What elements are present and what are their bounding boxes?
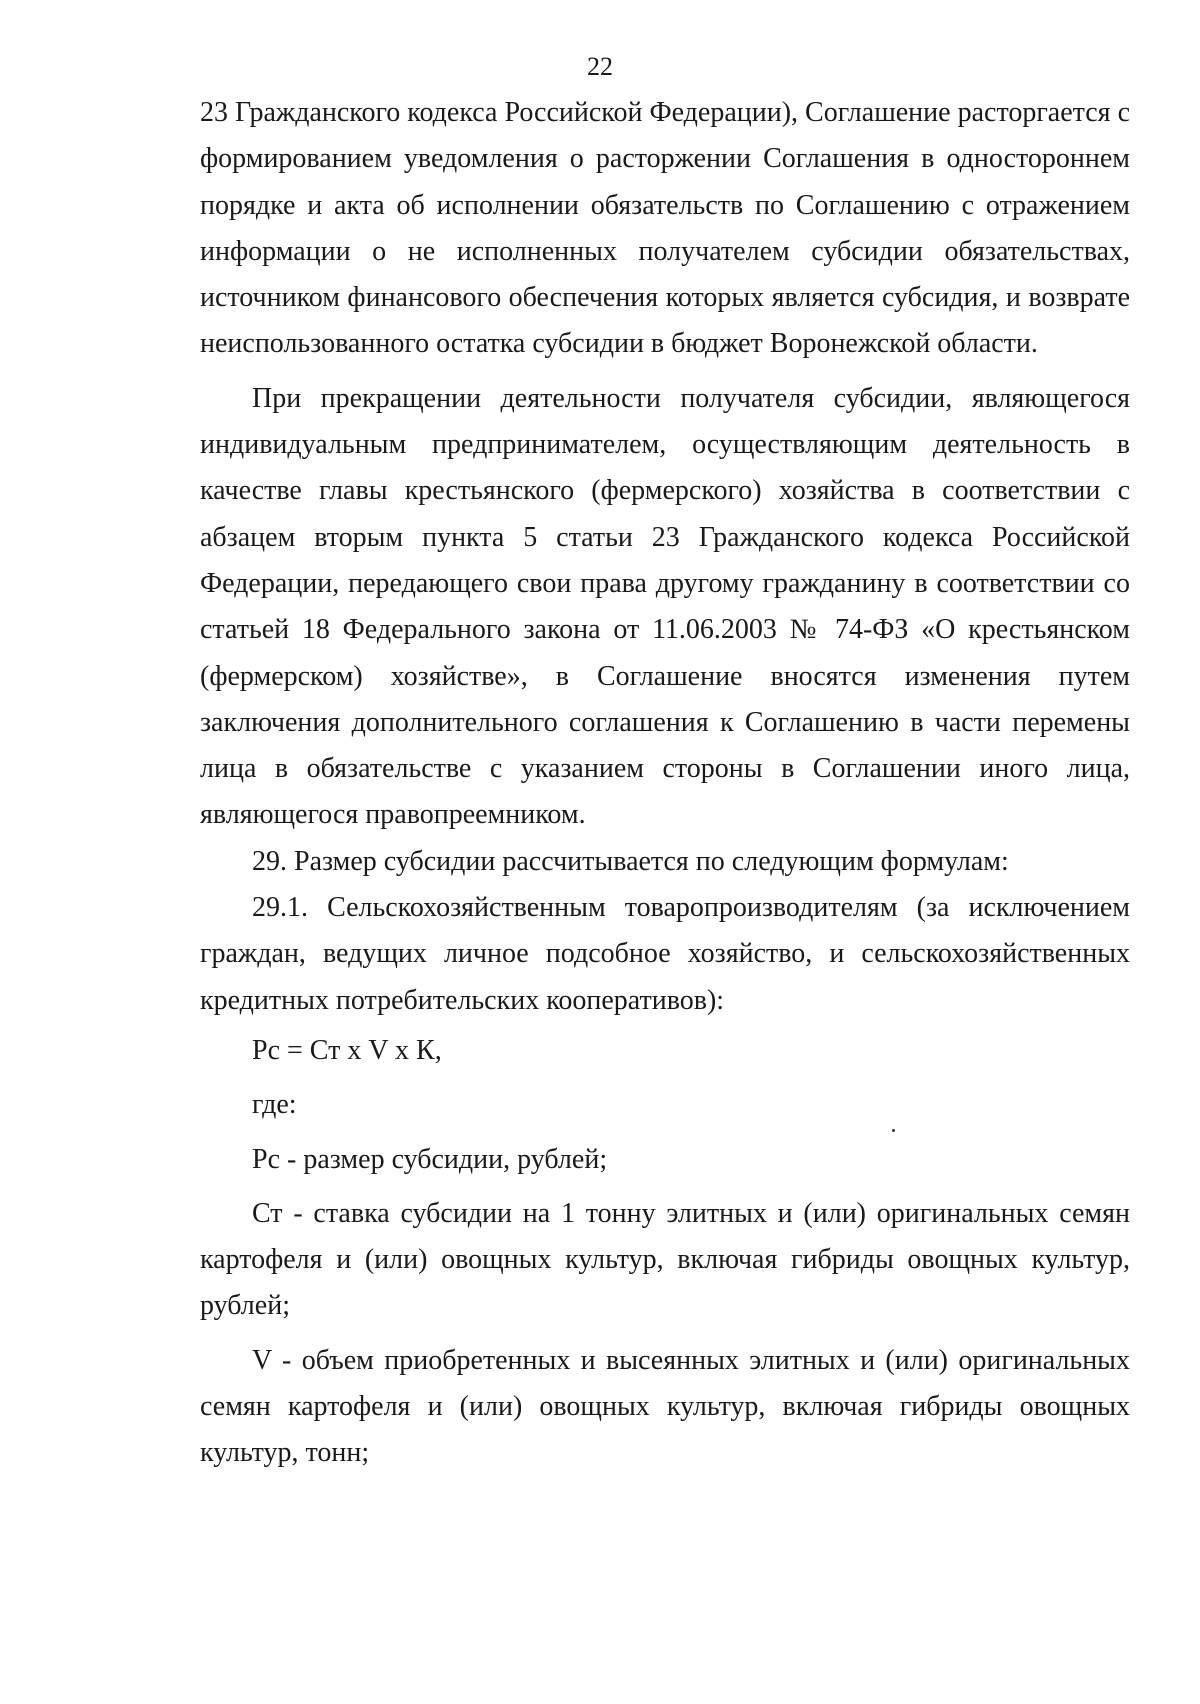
formula-where-label: где:	[252, 1089, 297, 1121]
page-number: 22	[587, 52, 613, 81]
paragraph-cessation-of-activity: При прекращении деятельности получателя субсидии, являющегося индивидуальным предпринимателем, осуществляющим деятельность в качестве главы крестьянского (фермерского) хозяйства в соответствии с абзацем вторым пункта 5 статьи 23 Гражданского кодекса Российской Федерации, передающего свои права другому гражданину в соответствии со статьей 18 Федерального закона от 11.06.2003 № 74-ФЗ «О крестьянском (фермерском) хозяйстве», в Соглашение вносятся изменения путем заключения дополнительного соглашения к Соглашению в части перемены лица в обязательстве с указанием стороны в Соглашении иного лица, являющегося правопреемником.	[200, 382, 1130, 831]
definition-v: V - объем приобретенных и высеянных элитных и (или) оригинальных семян картофеля и (или) овощных культур, включая гибриды овощных культур, тонн;	[200, 1344, 1130, 1469]
formula: Рс = Ст х V х К,	[252, 1034, 442, 1066]
definition-rs: Рс - размер субсидии, рублей;	[252, 1143, 608, 1175]
definition-st: Ст - ставка субсидии на 1 тонну элитных и (или) оригинальных семян картофеля и (или) овощных культур, включая гибриды овощных культур, рублей;	[200, 1197, 1130, 1322]
paragraph-item-29: 29. Размер субсидии рассчитывается по следующим формулам:	[252, 845, 1009, 877]
paragraph-termination-continued: 23 Гражданского кодекса Российской Федерации), Соглашение расторгается с формированием уведомления о расторжении Соглашения в одностороннем порядке и акта об исполнении обязательств по Соглашению с отражением информации о не исполненных получателем субсидии обязательствах, источником финансового обеспечения которых является субсидия, и возврате неиспользованного остатка субсидии в бюджет Воронежской области.	[200, 97, 1130, 360]
paragraph-item-29-1: 29.1. Сельскохозяйственным товаропроизводителям (за исключением граждан, ведущих личное подсобное хозяйство, и сельскохозяйственных кредитных потребительских кооперативов):	[200, 892, 1130, 1016]
scan-ink-dot	[892, 1129, 895, 1132]
document-body	[200, 90, 1130, 1477]
